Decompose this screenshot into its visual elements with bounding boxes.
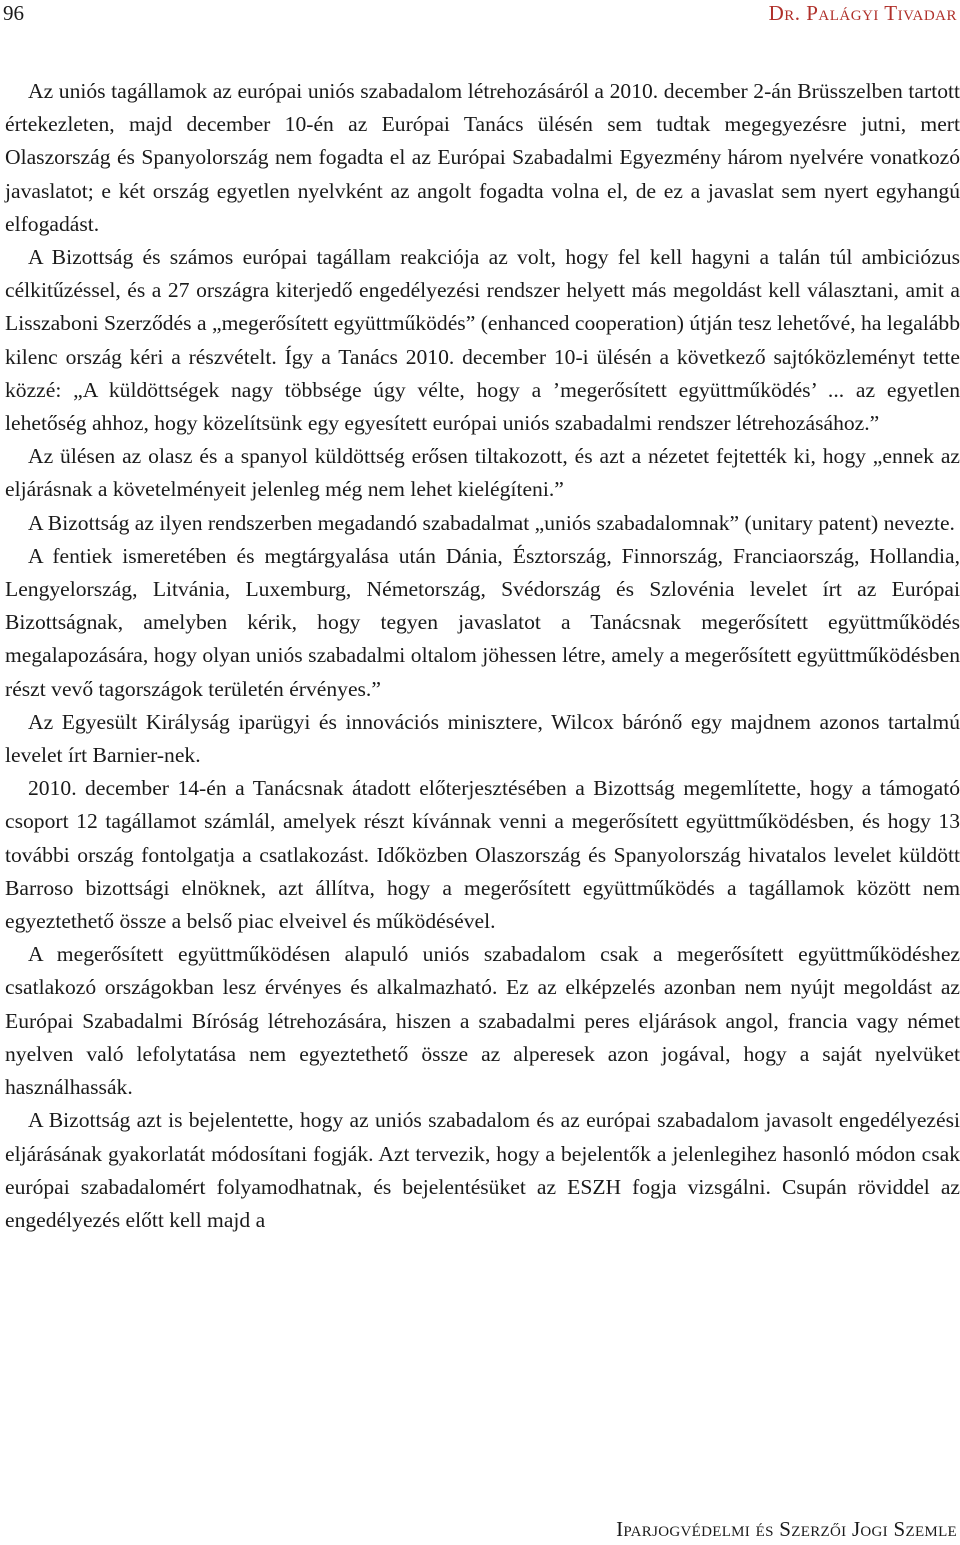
paragraph: A Bizottság azt is bejelentette, hogy az uniós szabadalom és az európai szabadalom javasolt engedélyezési eljárásának gyakorlatát módosítani fogják. Azt tervezik, hogy a bejelentők a jelenlegihez hasonló módon csak európai szabadalomért folyamodhatnak, és bejelentésüket az ESZH fogja vizsgálni. Csupán röviddel az engedélyezés előtt kell majd a [5,1108,960,1232]
paragraph: A Bizottság az ilyen rendszerben megadandó szabadalmat „uniós szabadalomnak” (unitary patent) nevezte. [28,510,955,535]
page-header [0,0,960,30]
running-foot-journal: Iparjogvédelmi és Szerzői Jogi Szemle [616,1517,957,1541]
article-body [5,75,960,1237]
paragraph: A megerősített együttműködésen alapuló uniós szabadalom csak a megerősített együttműködéshez csatlakozó országokban lesz érvényes és alkalmazható. Ez az elképzelés azonban nem nyújt megoldást az Európai Szabadalmi Bíróság létrehozására, hiszen a szabadalmi peres eljárások angol, francia vagy német nyelven való lefolytatása nem egyeztethető össze az alperesek azon jogával, hogy a saját nyelvüket használhassák. [5,942,960,1100]
running-head-author: Dr. Palágyi Tivadar [768,1,957,25]
paragraph: Az uniós tagállamok az európai uniós szabadalom létrehozásáról a 2010. december 2-án Brüsszelben tartott értekezleten, majd december 10-én az Európai Tanács ülésén sem tudtak megegyezésre jutni, mert Olaszország és Spanyolország nem fogadta el az Európai Szabadalmi Egyezmény három nyelvére vonatkozó javaslatot; e két ország egyetlen nyelvként az angolt fogadta volna el, de ez a javaslat sem nyert egyhangú elfogadást. [5,79,960,236]
paragraph: 2010. december 14-én a Tanácsnak átadott előterjesztésében a Bizottság megemlítette, hogy a támogató csoport 12 tagállamot számlál, amelyek részt kívánnak venni a megerősített együttműködésben, és hogy 13 további ország fontolgatja a csatlakozást. Időközben Olaszország és Spanyolország hivatalos levelet küldött Barroso bizottsági elnöknek, azt állítva, hogy a megerősített együttműködés a tagállamok között nem egyeztethető össze a belső piac elveivel és működésével. [5,776,960,934]
paragraph: Az ülésen az olasz és a spanyol küldöttség erősen tiltakozott, és azt a nézetet fejtették ki, hogy „ennek az eljárásnak a követelményeit jelenleg még nem lehet kielégíteni.” [5,444,960,502]
paragraph: A fentiek ismeretében és megtárgyalása után Dánia, Észtország, Finnország, Franciaország, Hollandia, Lengyelország, Litvánia, Luxemburg, Németország, Svédország és Szlovénia levelet írt az Európai Bizottságnak, amelyben kérik, hogy tegyen javaslatot a Tanácsnak megerősített együttműködés megalapozására, hogy olyan uniós szabadalmi oltalom jöhessen létre, amely a megerősített együttműködésben részt vevő tagországok területén érvényes.” [5,543,960,701]
page-number: 96 [3,1,24,25]
paragraph: A Bizottság és számos európai tagállam reakciója az volt, hogy fel kell hagyni a talán túl ambiciózus célkitűzéssel, és a 27 országra kiterjedő engedélyezési rendszer helyett más megoldást kell választani, amit a Lisszaboni Szerződés a „megerősített együttműködés” (enhanced cooperation) útján tesz lehetővé, ha legalább kilenc ország kéri a részvételt. Így a Tanács 2010. december 10-i ülésén a következő sajtóközleményt tette közzé: „A küldöttségek nagy többsége úgy vélte, hogy a ’megerősített együttműködés’ ... az egyetlen lehetőség ahhoz, hogy közelítsünk egy egyesített európai uniós szabadalmi rendszer létrehozásához.” [5,245,960,436]
paragraph: Az Egyesült Királyság iparügyi és innovációs minisztere, Wilcox bárónő egy majdnem azonos tartalmú levelet írt Barnier-nek. [5,709,960,768]
